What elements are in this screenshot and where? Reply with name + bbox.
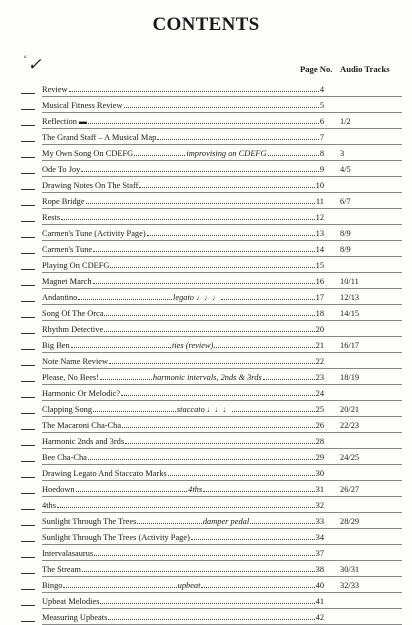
dot-leader xyxy=(110,267,314,268)
page-number: 25 xyxy=(315,405,324,414)
entry-title: The Stream xyxy=(42,565,81,574)
entry-title: Song Of The Orca xyxy=(42,309,104,318)
dot-leader xyxy=(134,155,185,156)
entry-title: Note Name Review xyxy=(42,357,109,366)
entry-concept: upbeat xyxy=(177,581,201,590)
audio-track: 14/15 xyxy=(340,309,360,318)
checkbox-line[interactable] xyxy=(21,157,35,158)
page-number: 9 xyxy=(319,165,324,174)
entry-line xyxy=(42,501,324,510)
entry-line xyxy=(42,277,324,286)
entry-title: Rests xyxy=(42,213,61,222)
entry-line xyxy=(42,453,324,462)
checkbox-line[interactable] xyxy=(21,125,35,126)
page-number: 11 xyxy=(315,197,324,206)
page-number: 23 xyxy=(315,373,324,382)
entry-line xyxy=(42,405,324,414)
check-small-letter: a xyxy=(24,55,27,60)
dot-leader xyxy=(108,619,314,620)
page-number: 24 xyxy=(315,389,324,398)
audio-track: 16/17 xyxy=(340,341,360,350)
entry-line xyxy=(42,357,324,366)
checkbox-line[interactable] xyxy=(21,349,35,350)
dot-leader xyxy=(157,139,319,140)
page-number: 22 xyxy=(315,357,324,366)
entry-title: Musical Fitness Review xyxy=(42,101,123,110)
page-number: 12 xyxy=(315,213,324,222)
contents-row xyxy=(0,113,412,129)
checkbox-line[interactable] xyxy=(21,381,35,382)
entry-title: Andantino xyxy=(42,293,78,302)
dot-leader xyxy=(100,603,314,604)
contents-row xyxy=(0,529,412,545)
page-number: 18 xyxy=(315,309,324,318)
contents-row xyxy=(0,369,412,385)
contents-row xyxy=(0,337,412,353)
checkbox-line[interactable] xyxy=(21,253,35,254)
dot-leader xyxy=(82,571,315,572)
check-column-header xyxy=(24,55,42,75)
entry-concept: ties (review) xyxy=(172,341,214,350)
contents-row xyxy=(0,497,412,513)
entry-line xyxy=(42,133,324,142)
checkbox-line[interactable] xyxy=(21,461,35,462)
page-number: 10 xyxy=(315,181,324,190)
dot-leader xyxy=(63,587,176,588)
entry-line xyxy=(42,469,324,478)
dot-leader xyxy=(69,91,319,92)
dot-leader xyxy=(137,523,201,524)
entry-title: Carmen's Tune (Activity Page) xyxy=(42,229,146,238)
checkbox-line[interactable] xyxy=(21,573,35,574)
checkbox-line[interactable] xyxy=(21,365,35,366)
contents-row xyxy=(0,545,412,561)
dot-leader xyxy=(93,283,315,284)
page-number: 13 xyxy=(315,229,324,238)
checkbox-line[interactable] xyxy=(21,509,35,510)
page-number: 32 xyxy=(315,501,324,510)
entry-title: Intervalasaurus xyxy=(42,549,94,558)
page-number: 17 xyxy=(315,293,324,302)
audio-track: 32/33 xyxy=(340,581,360,590)
dot-leader xyxy=(94,555,314,556)
entry-line xyxy=(42,373,324,382)
entry-title: The Grand Staff – A Musical Map xyxy=(42,133,157,142)
entry-line xyxy=(42,597,324,606)
dot-leader xyxy=(76,491,188,492)
page-number: 14 xyxy=(315,245,324,254)
contents-row xyxy=(0,177,412,193)
entry-title: Reflection xyxy=(42,117,77,126)
audio-track: 3 xyxy=(340,149,345,158)
dot-leader xyxy=(81,171,318,172)
page-number: 21 xyxy=(315,341,324,350)
music-symbol-icon: ▬ xyxy=(78,117,87,126)
contents-row xyxy=(0,145,412,161)
contents-row xyxy=(0,433,412,449)
entry-title: Rhythm Detective xyxy=(42,325,104,334)
checkbox-line[interactable] xyxy=(21,605,35,606)
entry-line xyxy=(42,485,324,494)
entry-line xyxy=(42,421,324,430)
dot-leader xyxy=(168,475,315,476)
entry-line xyxy=(42,437,324,446)
page-number: 34 xyxy=(315,533,324,542)
dot-leader xyxy=(203,491,315,492)
checkbox-line[interactable] xyxy=(21,301,35,302)
checkbox-line[interactable] xyxy=(21,269,35,270)
entry-line xyxy=(42,165,324,174)
audio-track: 4/5 xyxy=(340,165,351,174)
checkmark-icon: ✓ xyxy=(27,55,42,74)
audio-track: 12/13 xyxy=(340,293,360,302)
page-number: 30 xyxy=(315,469,324,478)
contents-row xyxy=(0,273,412,289)
contents-row xyxy=(0,609,412,625)
entry-title: Hoedown xyxy=(42,485,75,494)
checkbox-line[interactable] xyxy=(21,413,35,414)
dot-leader xyxy=(88,123,319,124)
entry-line xyxy=(42,117,324,126)
entry-concept: damper pedal xyxy=(202,517,250,526)
checkbox-line[interactable] xyxy=(21,205,35,206)
music-symbol-icon: ♩♩♩ xyxy=(195,293,220,302)
contents-row xyxy=(0,81,412,97)
dot-leader xyxy=(78,299,172,300)
entry-line xyxy=(42,197,324,206)
entry-line xyxy=(42,245,324,254)
audio-track: 8/9 xyxy=(340,229,351,238)
dot-leader xyxy=(121,395,314,396)
music-symbol-icon: ♩♩♩ xyxy=(206,405,231,414)
entry-concept: harmonic intervals, 2nds & 3rds xyxy=(152,373,262,382)
checkbox-line[interactable] xyxy=(21,477,35,478)
checkbox-line[interactable] xyxy=(21,525,35,526)
entry-line xyxy=(42,293,324,302)
entry-title: Ode To Joy xyxy=(42,165,81,174)
contents-row xyxy=(0,353,412,369)
page-number: 4 xyxy=(319,85,324,94)
entry-line xyxy=(42,101,324,110)
checkbox-line[interactable] xyxy=(21,333,35,334)
dot-leader xyxy=(61,219,314,220)
audio-track: 22/23 xyxy=(340,421,360,430)
entry-title: Magnet March xyxy=(42,277,92,286)
checkbox-line[interactable] xyxy=(21,317,35,318)
page-number: 6 xyxy=(319,117,324,126)
entry-line xyxy=(42,309,324,318)
page-number: 40 xyxy=(315,581,324,590)
entry-title: Measuring Upbeats xyxy=(42,613,108,622)
dot-leader xyxy=(147,235,315,236)
contents-row xyxy=(0,401,412,417)
entry-title: Big Ben xyxy=(42,341,70,350)
contents-row xyxy=(0,209,412,225)
entry-line xyxy=(42,517,324,526)
audio-track: 6/7 xyxy=(340,197,351,206)
audio-tracks-header: Audio Tracks xyxy=(340,64,390,74)
checkbox-line[interactable] xyxy=(21,621,35,622)
entry-line xyxy=(42,229,324,238)
entry-title: Drawing Notes On The Staff xyxy=(42,181,139,190)
contents-row xyxy=(0,129,412,145)
page-number: 33 xyxy=(315,517,324,526)
entry-line xyxy=(42,181,324,190)
audio-track: 28/29 xyxy=(340,517,360,526)
audio-track: 30/31 xyxy=(340,565,360,574)
entry-title: Playing On CDEFG xyxy=(42,261,110,270)
page-number: 41 xyxy=(315,597,324,606)
dot-leader xyxy=(104,315,314,316)
entry-line xyxy=(42,389,324,398)
dot-leader xyxy=(88,459,315,460)
entry-line xyxy=(42,149,324,158)
page-number: 16 xyxy=(315,277,324,286)
checkbox-line[interactable] xyxy=(21,189,35,190)
entry-line xyxy=(42,325,324,334)
entry-title: 4ths xyxy=(42,501,56,510)
page-number: 15 xyxy=(315,261,324,270)
audio-track: 18/19 xyxy=(340,373,360,382)
dot-leader xyxy=(125,443,315,444)
entry-title: Drawing Legato And Staccato Marks xyxy=(42,469,167,478)
audio-track: 26/27 xyxy=(340,485,360,494)
contents-row xyxy=(0,225,412,241)
contents-row xyxy=(0,417,412,433)
checkbox-line[interactable] xyxy=(21,397,35,398)
entry-title: The Macaroni Cha-Cha xyxy=(42,421,122,430)
page-number: 38 xyxy=(315,565,324,574)
page-number: 42 xyxy=(315,613,324,622)
audio-track: 20/21 xyxy=(340,405,360,414)
page-title: CONTENTS xyxy=(152,14,260,35)
dot-leader xyxy=(122,427,315,428)
dot-leader xyxy=(109,363,315,364)
entry-line xyxy=(42,85,324,94)
contents-row xyxy=(0,577,412,593)
checkbox-line[interactable] xyxy=(21,173,35,174)
contents-row xyxy=(0,161,412,177)
entry-concept: improvising on CDEFG xyxy=(186,149,267,158)
page-number: 26 xyxy=(315,421,324,430)
page-number-header: Page No. xyxy=(300,64,333,74)
contents-row xyxy=(0,97,412,113)
contents-row xyxy=(0,465,412,481)
page-number: 5 xyxy=(319,101,324,110)
page-number: 37 xyxy=(315,549,324,558)
audio-track: 24/25 xyxy=(340,453,360,462)
checkbox-line[interactable] xyxy=(21,237,35,238)
entry-concept: 4ths xyxy=(188,485,203,494)
entry-title: Carmen's Tune xyxy=(42,245,93,254)
dot-leader xyxy=(214,347,314,348)
contents-row xyxy=(0,561,412,577)
entry-line xyxy=(42,581,324,590)
dot-leader xyxy=(139,187,314,188)
checkbox-line[interactable] xyxy=(21,445,35,446)
dot-leader xyxy=(57,507,315,508)
entry-title: Sunlight Through The Trees xyxy=(42,517,137,526)
entry-concept: legato xyxy=(173,293,194,302)
checkbox-line[interactable] xyxy=(21,93,35,94)
dot-leader xyxy=(71,347,171,348)
checkbox-line[interactable] xyxy=(21,557,35,558)
entry-title: Bingo xyxy=(42,581,63,590)
dot-leader xyxy=(221,299,315,300)
contents-row xyxy=(0,193,412,209)
checkbox-line[interactable] xyxy=(21,285,35,286)
entry-line xyxy=(42,213,324,222)
contents-row xyxy=(0,289,412,305)
entry-title: Harmonic Or Melodic? xyxy=(42,389,121,398)
contents-row xyxy=(0,593,412,609)
contents-list xyxy=(0,81,412,625)
contents-row xyxy=(0,305,412,321)
contents-row xyxy=(0,241,412,257)
checkbox-line[interactable] xyxy=(21,541,35,542)
entry-title: Upbeat Melodies xyxy=(42,597,100,606)
page-number: 20 xyxy=(315,325,324,334)
checkbox-line[interactable] xyxy=(21,221,35,222)
audio-track: 1/2 xyxy=(340,117,351,126)
dot-leader xyxy=(93,411,176,412)
dot-leader xyxy=(93,251,314,252)
contents-row xyxy=(0,449,412,465)
checkbox-line[interactable] xyxy=(21,429,35,430)
entry-line xyxy=(42,533,324,542)
audio-track: 10/11 xyxy=(340,277,359,286)
entry-line xyxy=(42,341,324,350)
dot-leader xyxy=(263,379,315,380)
entry-title: Harmonic 2nds and 3rds xyxy=(42,437,125,446)
contents-row xyxy=(0,385,412,401)
contents-row xyxy=(0,321,412,337)
dot-leader xyxy=(191,539,315,540)
page-number: 31 xyxy=(315,485,324,494)
page-number: 28 xyxy=(315,437,324,446)
dot-leader xyxy=(268,155,319,156)
entry-line xyxy=(42,565,324,574)
audio-track: 8/9 xyxy=(340,245,351,254)
checkbox-line[interactable] xyxy=(21,493,35,494)
page-number: 7 xyxy=(319,133,324,142)
contents-row xyxy=(0,513,412,529)
dot-leader xyxy=(232,411,315,412)
checkbox-line[interactable] xyxy=(21,109,35,110)
page-number: 29 xyxy=(315,453,324,462)
entry-line xyxy=(42,549,324,558)
entry-title: Review xyxy=(42,85,68,94)
dot-leader xyxy=(124,107,319,108)
entry-title: Sunlight Through The Trees (Activity Page) xyxy=(42,533,190,542)
entry-line xyxy=(42,613,324,622)
contents-row xyxy=(0,257,412,273)
entry-line xyxy=(42,261,324,270)
checkbox-line[interactable] xyxy=(21,141,35,142)
dot-leader xyxy=(250,523,314,524)
dot-leader xyxy=(104,331,314,332)
entry-title: Rope Bridge xyxy=(42,197,85,206)
dot-leader xyxy=(201,587,314,588)
dot-leader xyxy=(100,379,152,380)
entry-title: Bee Cha-Cha xyxy=(42,453,87,462)
entry-title: Please, No Bees! xyxy=(42,373,99,382)
page-number: 8 xyxy=(319,149,324,158)
entry-title: My Own Song On CDEFG xyxy=(42,149,134,158)
entry-title: Clapping Song xyxy=(42,405,93,414)
dot-leader xyxy=(86,203,315,204)
entry-concept: staccato xyxy=(176,405,205,414)
checkbox-line[interactable] xyxy=(21,589,35,590)
contents-row xyxy=(0,481,412,497)
